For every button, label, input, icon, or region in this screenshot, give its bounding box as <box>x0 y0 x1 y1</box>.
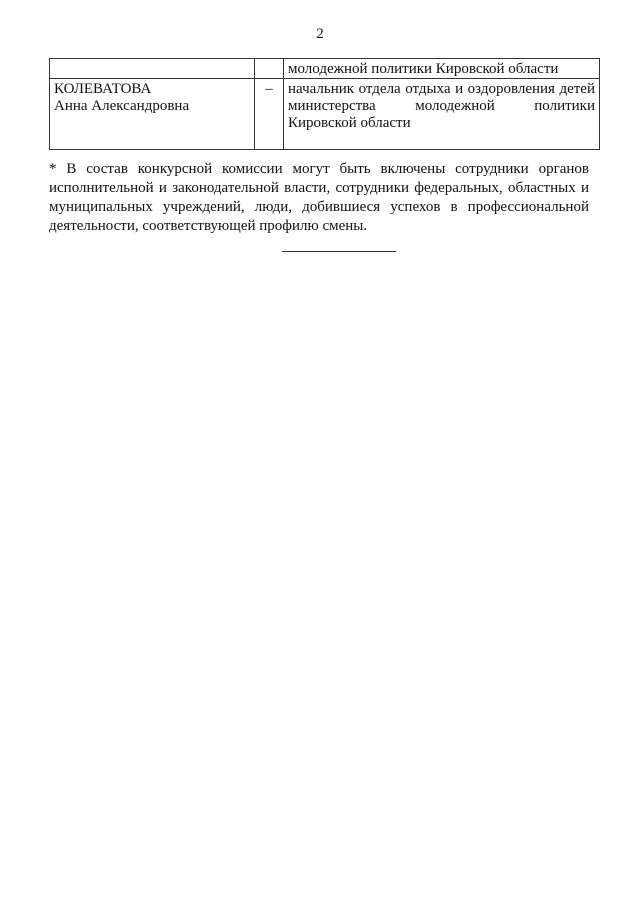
dash-cell <box>255 59 284 79</box>
table-row <box>50 79 600 150</box>
member-surname: КОЛЕВАТОВА <box>54 81 152 97</box>
page-number: 2 <box>316 26 324 42</box>
member-position-cell: начальник отдела отдыха и оздоровления детей министерства молодежной политики Кировской области <box>284 79 600 150</box>
member-name-cell <box>50 79 255 150</box>
commission-members-table <box>49 58 600 150</box>
member-position-cell: молодежной политики Кировской области <box>284 59 600 79</box>
member-name-cell <box>50 59 255 79</box>
table-row <box>50 59 600 79</box>
footnote: * В состав конкурсной комиссии могут быть включены сотрудники органов исполнительной и законодательной власти, сотрудники федеральных, областных и муниципальных учреждений, люди, добившиеся успехов в профессиональной деятельности, соответствующей профилю смены. <box>49 161 589 234</box>
document-end-line <box>282 251 396 252</box>
member-given-names: Анна Александровна <box>54 98 190 114</box>
dash-cell: – <box>255 79 284 150</box>
